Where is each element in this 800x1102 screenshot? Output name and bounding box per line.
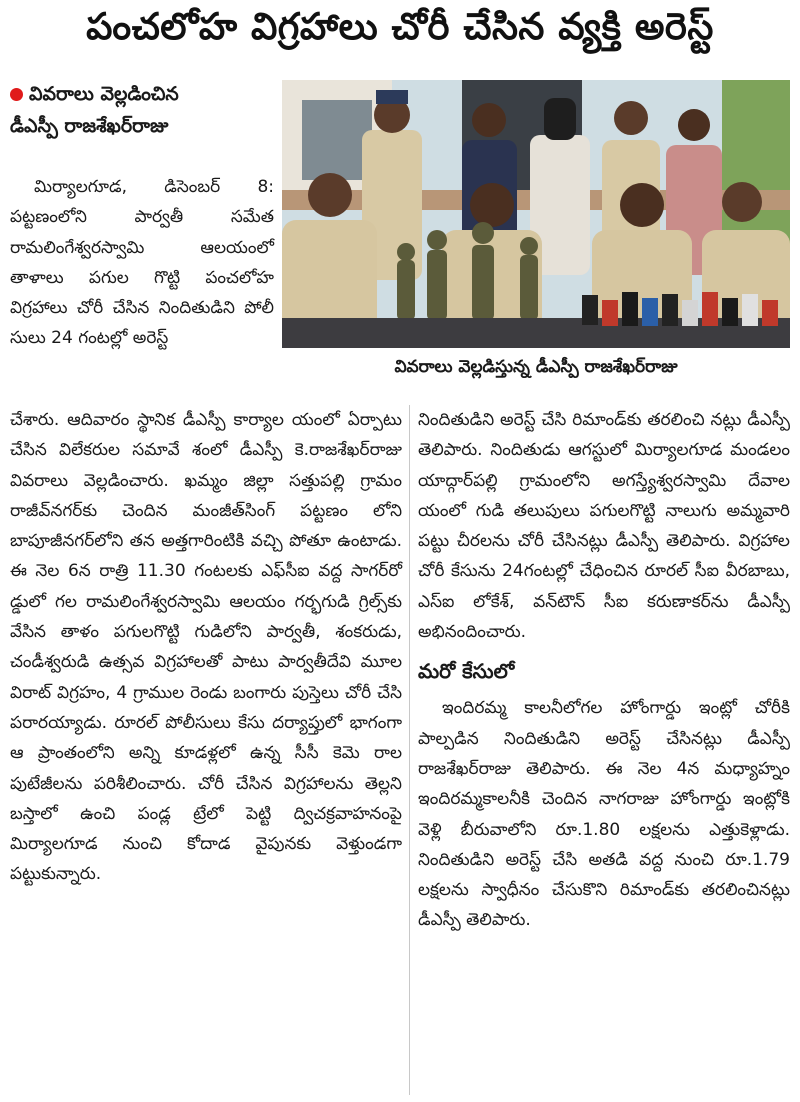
subheading <box>10 78 280 142</box>
subhead-line-2: డీఎస్పీ రాజశేఖర్‌రాజు <box>10 115 169 137</box>
news-photo <box>282 80 790 348</box>
article-paragraph: చేశారు. ఆదివారం స్థానిక డీఎస్పీ కార్యాల యంలో ఏర్పాటు చేసిన విలేకరుల సమావే శంలో డీఎస్పీ కె.రాజశేఖర్‌రాజు వివరాలు వెల్లడించారు. ఖమ్మం జిల్లా సత్తుపల్లి గ్రామం రాజీవ్‌నగర్‌కు చెందిన మంజీత్‌సింగ్ పట్టణం లోని బాపూజీనగర్‌లోని తన అత్తగారింటికి వచ్చి పోతూ ఉంటాడు. ఈ నెల 6న రాత్రి 11.30 గంటలకు ఎఫ్‌సీఐ వద్ద సాగర్‌రో డ్డులో గల రామలింగేశ్వరస్వామి ఆలయం గర్భగుడి గ్రిల్స్‌కు వేసిన తాళం పగులగొట్టి గుడిలోని పార్వతీ, శంకరుడు, చండీశ్వరుడి ఉత్సవ విగ్రహాలతో పాటు పార్వతీదేవి మూల విరాట్ విగ్రహం, 4 గ్రాముల రెండు బంగారు పుస్తెలు చోరీ చేసి పరారయ్యాడు. రూరల్ పోలీసులు కేసు దర్యాప్తులో భాగంగా ఆ ప్రాంతంలోని అన్ని కూడళ్లలో ఉన్న సీసీ కెమె రాల పుటేజీలను పరిశీలించారు. చోరీ చేసిన విగ్రహాలను తెల్లని బస్తాలో ఉంచి పండ్ల ట్రేలో పెట్టి ద్విచక్రవాహనంపై మిర్యాలగూడ నుంచి కోదాడ వైపునకు వెళ్తుండగా పట్టుకున్నారు. <box>10 410 402 885</box>
article-column-right <box>418 405 790 936</box>
bullet-dot-icon <box>10 88 23 101</box>
article-column-left <box>10 405 402 890</box>
column-divider <box>409 405 410 1095</box>
article-column-top-left <box>10 172 274 354</box>
article-paragraph: నిందితుడిని అరెస్ట్ చేసి రిమాండ్‌కు తరలించి నట్లు డీఎస్పీ తెలిపారు. నిందితుడు ఆగస్టులో మిర్యాలగూడ మండలం యాద్గార్‌పల్లి గ్రామంలోని అగస్త్యేశ్వరస్వామి దేవాల యంలో గుడి తలుపులు పగులగొట్టి నాలుగు అమ్మవారి పట్టు చీరలను చోరీ చేసినట్లు డీఎస్పీ తెలిపారు. విగ్రహాల చోరీ కేసును 24గంటల్లో చేధించిన రూరల్ సీఐ వీరబాబు, ఎస్ఐ లోకేశ్, వన్‌టౌన్ సీఐ కరుణాకర్‌ను డీఎస్పీ అభినందించారు. <box>418 410 790 643</box>
section-title: మరో కేసులో <box>418 659 515 684</box>
article-paragraph: మిర్యాలగూడ, డిసెంబర్ 8: పట్టణంలోని పార్వతీ సమేత రామలింగేశ్వరస్వామి ఆలయంలో తాళాలు పగుల గొట్టి పంచలోహ విగ్రహాలు చోరీ చేసిన నిందితుడిని పోలీ సులు 24 గంటల్లో అరెస్ట్ <box>10 177 274 349</box>
headline: పంచలోహ విగ్రహాలు చోరీ చేసిన వ్యక్తి అరెస్ట్ <box>86 5 714 48</box>
subhead-text-1: వివరాలు వెల్లడించిన <box>29 83 179 105</box>
photo-caption: వివరాలు వెల్లడిస్తున్న డీఎస్పీ రాజశేఖర్‌రాజు <box>394 357 678 377</box>
press-conference-photo <box>282 80 790 348</box>
subhead-line-1 <box>10 78 280 110</box>
article-paragraph: ఇందిరమ్మ కాలనీలోగల హోంగార్డు ఇంట్లో చోరీకి పాల్పడిన నిందితుడిని అరెస్ట్ చేసినట్లు డీఎస్పీ రాజశేఖర్‌రాజు తెలిపారు. ఈ నెల 4న మధ్యాహ్నం ఇందిరమ్మకాలనీకి చెందిన నాగరాజు హోంగార్డు ఇంట్లోకి వెళ్లి బీరువాలోని రూ.1.80 లక్షలను ఎత్తుకెళ్లాడు. నిందితుడిని అరెస్ట్ చేసి అతడి వద్ద నుంచి రూ.1.79 లక్షలను స్వాధీనం చేసుకొని రిమాండ్‌కు తరలించినట్లు డీఎస్పీ తెలిపారు. <box>418 698 790 931</box>
